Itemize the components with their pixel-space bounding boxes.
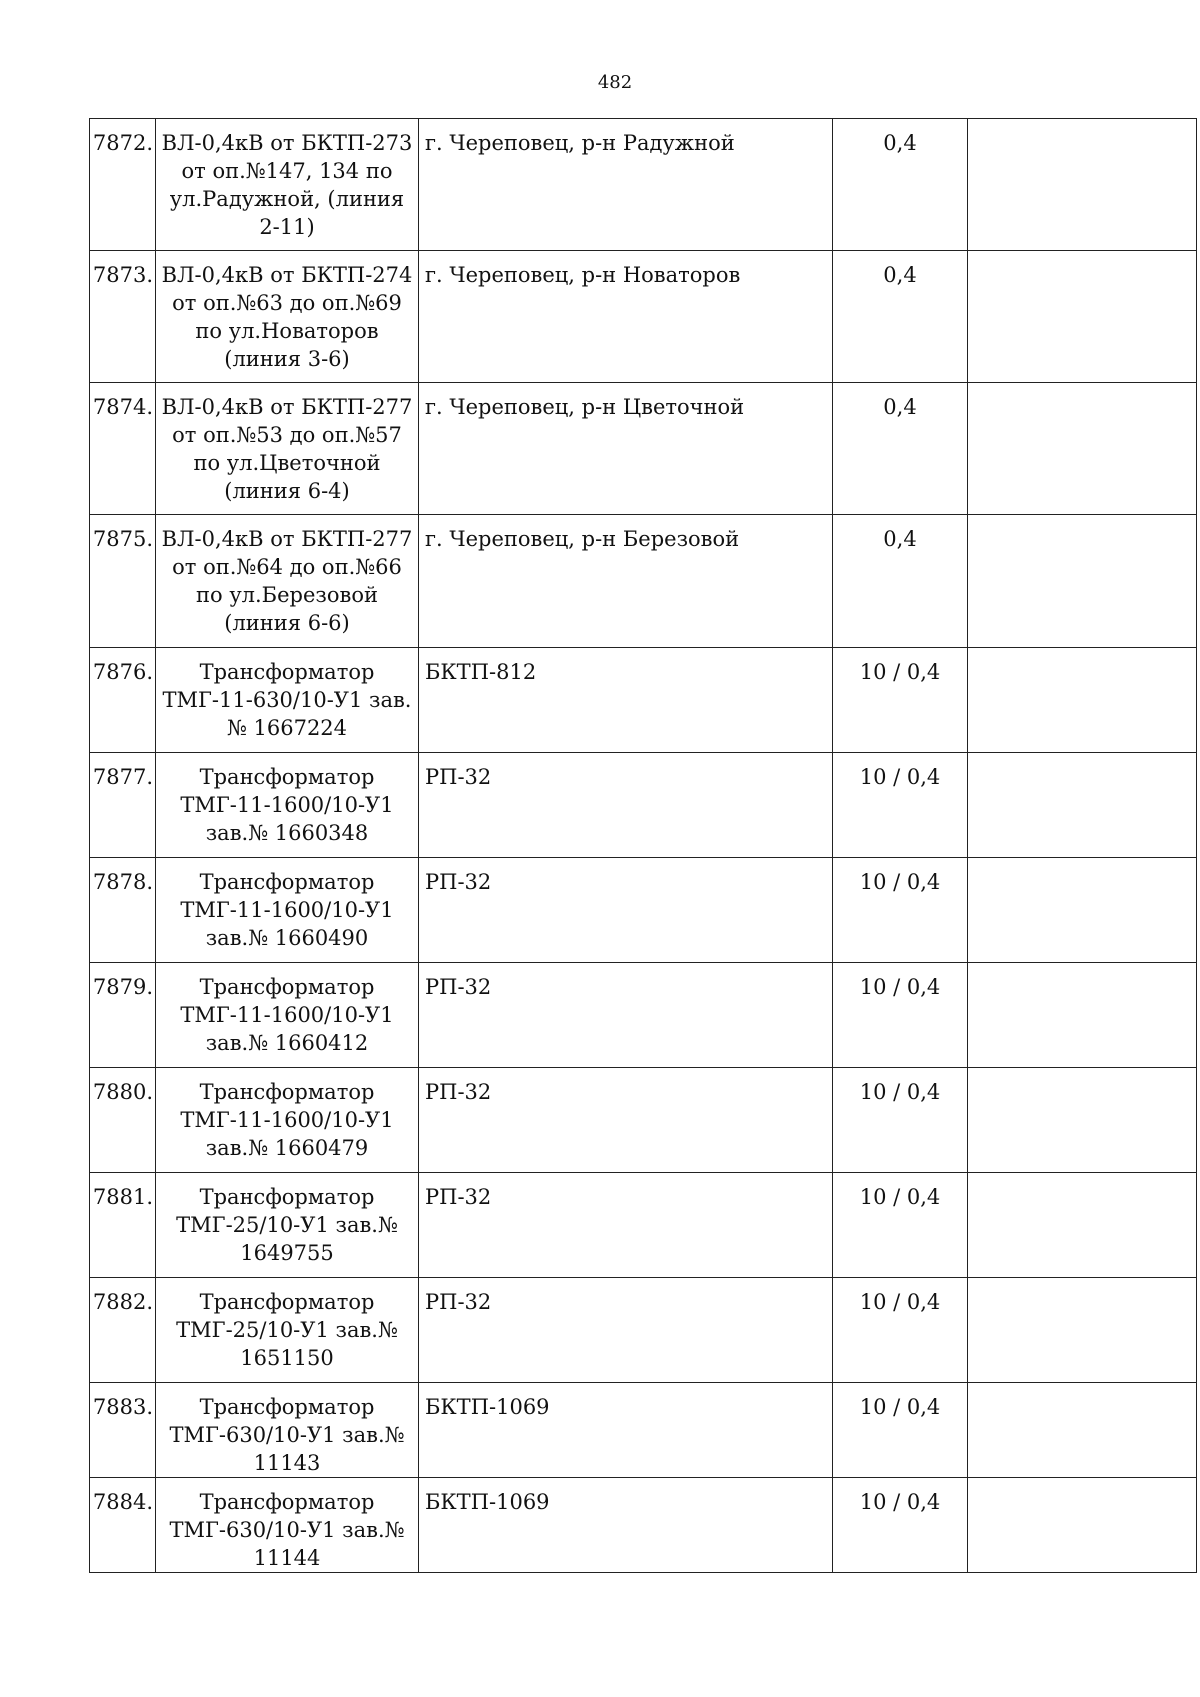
voltage-value: 10 / 0,4 <box>833 753 968 858</box>
row-number: 7883. <box>90 1383 156 1478</box>
object-name: Трансформатор ТМГ-11-630/10-У1 зав.№ 1667224 <box>156 648 419 753</box>
object-name: Трансформатор ТМГ-25/10-У1 зав.№ 1651150 <box>156 1278 419 1383</box>
row-number: 7879. <box>90 963 156 1068</box>
object-name: Трансформатор ТМГ-11-1600/10-У1 зав.№ 1660479 <box>156 1068 419 1173</box>
voltage-value: 10 / 0,4 <box>833 1068 968 1173</box>
voltage-value: 10 / 0,4 <box>833 1478 968 1573</box>
voltage-value: 10 / 0,4 <box>833 1383 968 1478</box>
table-row <box>90 858 1197 963</box>
row-number: 7872. <box>90 119 156 251</box>
object-location: РП-32 <box>419 858 833 963</box>
voltage-value: 0,4 <box>833 119 968 251</box>
table-row <box>90 1478 1197 1573</box>
row-number: 7881. <box>90 1173 156 1278</box>
table-row <box>90 648 1197 753</box>
table-row <box>90 251 1197 383</box>
table-row <box>90 1068 1197 1173</box>
object-location: РП-32 <box>419 1278 833 1383</box>
empty-cell <box>968 1278 1197 1383</box>
voltage-value: 0,4 <box>833 515 968 648</box>
object-location: БКТП-1069 <box>419 1478 833 1573</box>
row-number: 7877. <box>90 753 156 858</box>
empty-cell <box>968 648 1197 753</box>
object-location: г. Череповец, р-н Цветочной <box>419 383 833 515</box>
object-name: ВЛ-0,4кВ от БКТП-277 от оп.№64 до оп.№66 по ул.Березовой (линия 6-6) <box>156 515 419 648</box>
object-name: Трансформатор ТМГ-630/10-У1 зав.№ 11144 <box>156 1478 419 1573</box>
object-location: РП-32 <box>419 1173 833 1278</box>
object-name: Трансформатор ТМГ-11-1600/10-У1 зав.№ 1660412 <box>156 963 419 1068</box>
table-row <box>90 383 1197 515</box>
row-number: 7874. <box>90 383 156 515</box>
voltage-value: 10 / 0,4 <box>833 858 968 963</box>
object-location: г. Череповец, р-н Березовой <box>419 515 833 648</box>
empty-cell <box>968 1068 1197 1173</box>
voltage-value: 10 / 0,4 <box>833 1278 968 1383</box>
empty-cell <box>968 1173 1197 1278</box>
object-location: БКТП-812 <box>419 648 833 753</box>
row-number: 7873. <box>90 251 156 383</box>
object-location: г. Череповец, р-н Новаторов <box>419 251 833 383</box>
row-number: 7882. <box>90 1278 156 1383</box>
object-location: г. Череповец, р-н Радужной <box>419 119 833 251</box>
object-name: ВЛ-0,4кВ от БКТП-274 от оп.№63 до оп.№69 по ул.Новаторов (линия 3-6) <box>156 251 419 383</box>
empty-cell <box>968 1478 1197 1573</box>
voltage-value: 0,4 <box>833 251 968 383</box>
object-location: РП-32 <box>419 963 833 1068</box>
empty-cell <box>968 1383 1197 1478</box>
empty-cell <box>968 963 1197 1068</box>
page-number: 482 <box>597 72 633 93</box>
voltage-value: 10 / 0,4 <box>833 648 968 753</box>
voltage-value: 0,4 <box>833 383 968 515</box>
row-number: 7878. <box>90 858 156 963</box>
table-row <box>90 1383 1197 1478</box>
empty-cell <box>968 515 1197 648</box>
table-row <box>90 119 1197 251</box>
table-row <box>90 1278 1197 1383</box>
row-number: 7880. <box>90 1068 156 1173</box>
table-row <box>90 515 1197 648</box>
object-name: Трансформатор ТМГ-11-1600/10-У1 зав.№ 1660348 <box>156 753 419 858</box>
object-name: ВЛ-0,4кВ от БКТП-277 от оп.№53 до оп.№57 по ул.Цветочной (линия 6-4) <box>156 383 419 515</box>
object-name: ВЛ-0,4кВ от БКТП-273 от оп.№147, 134 по ул.Радужной, (линия 2-11) <box>156 119 419 251</box>
empty-cell <box>968 383 1197 515</box>
empty-cell <box>968 753 1197 858</box>
table-row <box>90 963 1197 1068</box>
object-name: Трансформатор ТМГ-11-1600/10-У1 зав.№ 1660490 <box>156 858 419 963</box>
voltage-value: 10 / 0,4 <box>833 1173 968 1278</box>
row-number: 7876. <box>90 648 156 753</box>
register-table <box>89 118 1197 1573</box>
row-number: 7875. <box>90 515 156 648</box>
row-number: 7884. <box>90 1478 156 1573</box>
table-row <box>90 1173 1197 1278</box>
table-row <box>90 753 1197 858</box>
voltage-value: 10 / 0,4 <box>833 963 968 1068</box>
object-name: Трансформатор ТМГ-25/10-У1 зав.№ 1649755 <box>156 1173 419 1278</box>
empty-cell <box>968 251 1197 383</box>
object-location: РП-32 <box>419 1068 833 1173</box>
empty-cell <box>968 119 1197 251</box>
object-name: Трансформатор ТМГ-630/10-У1 зав.№ 11143 <box>156 1383 419 1478</box>
object-location: РП-32 <box>419 753 833 858</box>
empty-cell <box>968 858 1197 963</box>
object-location: БКТП-1069 <box>419 1383 833 1478</box>
